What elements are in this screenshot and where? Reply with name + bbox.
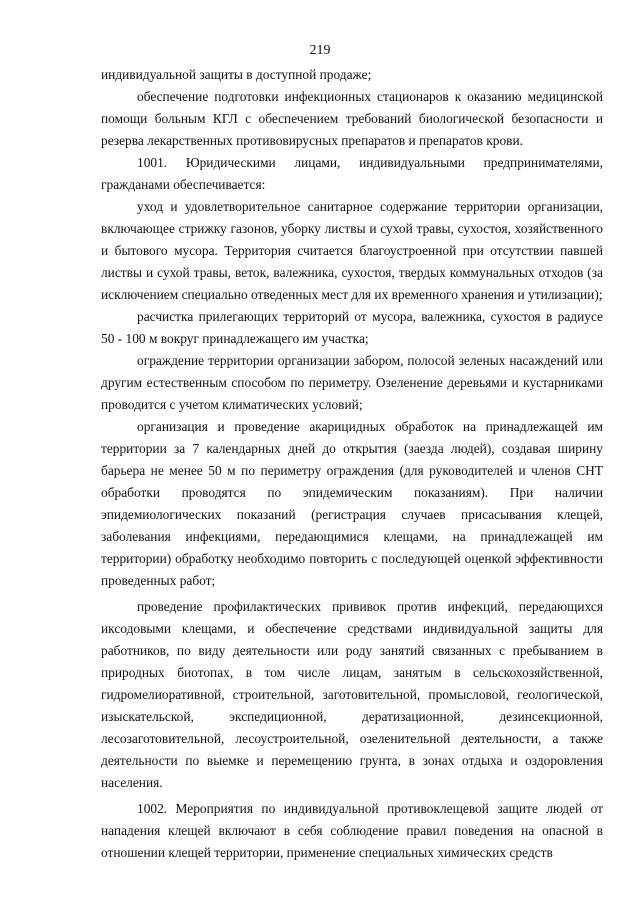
paragraph-continuation: индивидуальной защиты в доступной продаже;	[101, 67, 372, 82]
document-body	[101, 64, 603, 864]
paragraph-vaccination: проведение профилактических прививок против инфекций, передающихся иксодовыми клещами, и обеспечение средствами индивидуальной защиты для работников, по виду деятельности или роду занятий связанных с пребыванием в природных биотопах, в том числе лицам, занятым в сельскохозяйственной, гидромелиоративной, строительной, заготовительной, промысловой, геологической, изыскательской, экспедиционной, дератизационной, дезинсекционной, лесозаготовительной, лесоустроительной, озеленительной деятельности, а также деятельности по выемке и перемещению грунта, в зонах отдыха и оздоровления населения.	[101, 599, 603, 790]
page-number: 219	[309, 43, 331, 58]
paragraph-territory-maintenance: уход и удовлетворительное санитарное содержание территории организации, включающее стрижку газонов, уборку листвы и сухой травы, сухостоя, хозяйственного и бытового мусора. Территория считается благоустроенной при отсутствии павшей листвы и сухой травы, веток, валежника, сухостоя, твердых коммунальных отходов (за исключением специально отведенных мест для их временного хранения и утилизации);	[101, 199, 603, 302]
paragraph-1002-protection: 1002. Мероприятия по индивидуальной противоклещевой защите людей от нападения клещей включают в себя соблюдение правил поведения на опасной в отношении клещей территории, применение специальных химических средств	[101, 801, 603, 860]
paragraph-infectious-hospitals: обеспечение подготовки инфекционных стационаров к оказанию медицинской помощи больным КГЛ с обеспечением требований биологической безопасности и резерва лекарственных противовирусных препаратов и препаратов крови.	[101, 89, 603, 148]
paragraph-1001-intro: 1001. Юридическими лицами, индивидуальными предпринимателями, гражданами обеспечивается:	[101, 155, 603, 192]
paragraph-fencing: ограждение территории организации забором, полосой зеленых насаждений или другим естественным способом по периметру. Озеленение деревьями и кустарниками проводится с учетом климатических условий;	[101, 353, 603, 412]
paragraph-acaricidal-treatment: организация и проведение акарицидных обработок на принадлежащей им территории за 7 календарных дней до открытия (заезда людей), создавая ширину барьера не менее 50 м по периметру ограждения (для руководителей и членов СНТ обработки проводятся по эпидемическим показаниям). При наличии эпидемиологических показаний (регистрация случаев присасывания клещей, заболевания инфекциями, передающимися клещами, на принадлежащей им территории) обработку необходимо повторить с последующей оценкой эффективности проведенных работ;	[101, 419, 603, 588]
paragraph-adjacent-clearing: расчистка прилегающих территорий от мусора, валежника, сухостоя в радиусе 50 - 100 м вокруг принадлежащего им участка;	[101, 309, 603, 346]
